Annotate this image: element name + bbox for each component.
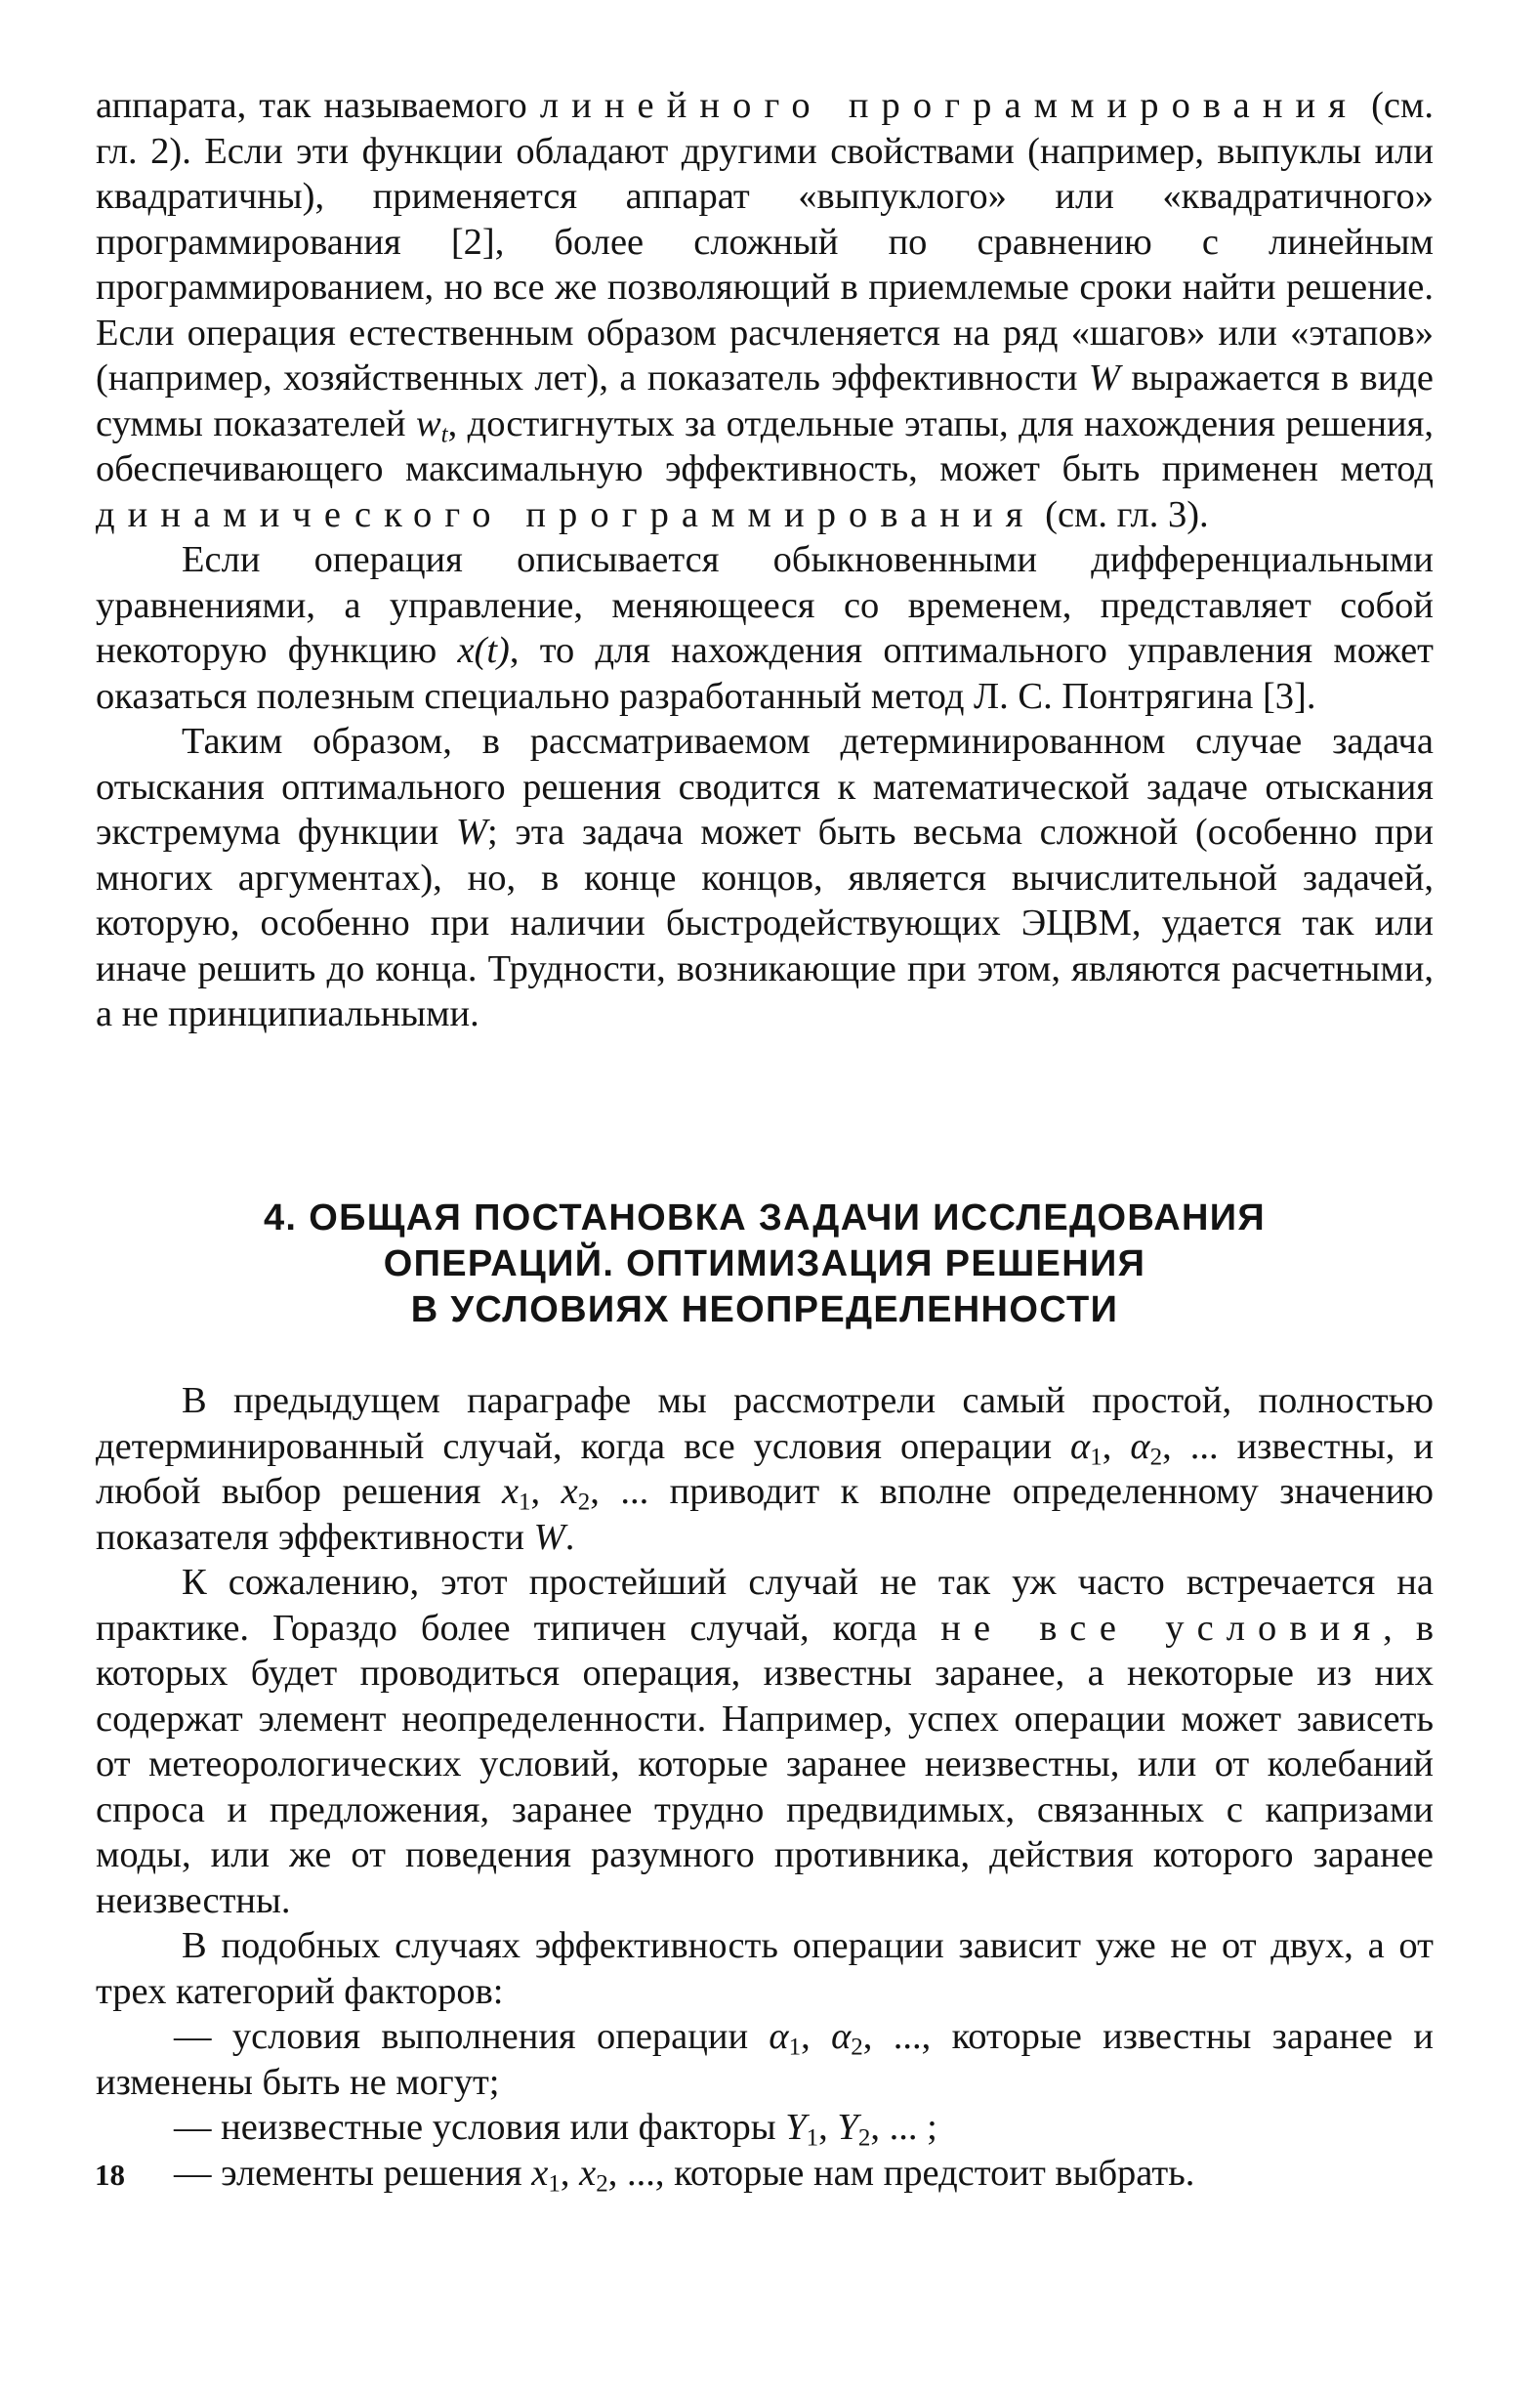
paragraph-linear-dynamic-programming: аппарата, так называемого линейного программирования (см. гл. 2). Если эти функции обладают другими свойствами (например, выпуклы или квадратичны), применяется аппарат «выпуклого» или «квадратичного» программирования [2], более сложный по сравнению с линейным программированием, но все же позволяющий в приемлемые сроки найти решение. Если операция естественным образом расчленяется на ряд «шагов» или «этапов» (например, хозяйственных лет), а показатель эффективности W выражается в виде суммы показателей $w_t$, достигнутых за отдельные этапы, для нахождения решения, обеспечивающего максимальную эффективность, может быть применен метод динамического программирования (см. гл. 3). (96, 85, 1435, 535)
section-text (96, 1378, 1434, 2196)
spaced-phrase-not-all-conditions: не все условия (940, 1607, 1384, 1649)
section-heading (96, 1196, 1434, 1333)
heading-line-2: ОПЕРАЦИЙ. ОПТИМИЗАЦИЯ РЕШЕНИЯ (383, 1243, 1146, 1284)
list-item-unknown-factors: — неизвестные условия или факторы $Y_1$, $Y_2$, ... ; (174, 2107, 937, 2152)
list-item-decision-elements: — элементы решения $x_1$, $x_2$, ..., которые нам предстоит выбрать. (174, 2152, 1195, 2197)
heading-line-1: 4. ОБЩАЯ ПОСТАНОВКА ЗАДАЧИ ИССЛЕДОВАНИЯ (263, 1197, 1267, 1238)
page-number: 18 (95, 2158, 125, 2192)
intro-text (96, 83, 1434, 1037)
list-item-known-conditions: — условия выполнения операции $\alpha_1$, $\alpha_2$, ..., которые известны заранее и изменены быть не могут; (96, 2016, 1435, 2103)
spaced-term-dynamic-programming: динамического программирования (96, 493, 1036, 535)
paragraph-three-categories: В подобных случаях эффективность операции зависит уже не от двух, а от трех категорий факторов: (96, 1925, 1434, 2012)
paragraph-uncertainty: К сожалению, этот простейший случай не так уж часто встречается на практике. Гораздо более типичен случай, когда не все условия, в которых будет проводиться операция, известны заранее, а некоторые из них содержат элемент неопределенности. Например, успех операции может зависеть от метеорологических условий, которые заранее неизвестны, или от колебаний спроса и предложения, заранее трудно предвидимых, связанных с капризами моды, или же от поведения разумного противника, действия которого заранее неизвестны. (96, 1562, 1435, 1921)
spaced-term-linear-programming: линейного программирования (539, 85, 1359, 126)
paragraph-deterministic-case: В предыдущем параграфе мы рассмотрели самый простой, полностью детерминированный случай, когда все условия операции $\alpha_1$, $\alpha_2$, ... известны, и любой выбор решения $x_1$, $x_2$, ... приводит к вполне определенному значению показателя эффективности W. (96, 1380, 1434, 1558)
paragraph-deterministic-summary: Таким образом, в рассматриваемом детерминированном случае задача отыскания оптимального решения сводится к математической задаче отыскания экстремума функции W; эта задача может быть весьма сложной (особенно при многих аргументах), но, в конце концов, является вычислительной задачей, которую, особенно при наличии быстродействующих ЭЦВМ, удается так или иначе решить до конца. Трудности, возникающие при этом, являются расчетными, а не принципиальными. (96, 721, 1434, 1034)
heading-line-3: В УСЛОВИЯХ НЕОПРЕДЕЛЕННОСТИ (410, 1289, 1119, 1330)
paragraph-pontryagin: Если операция описывается обыкновенными дифференциальными уравнениями, а управление, меняющееся со временем, представляет собой некоторую функцию x(t), то для нахождения оптимального управления может оказаться полезным специально разработанный метод Л. С. Понтрягина [3]. (96, 539, 1434, 717)
